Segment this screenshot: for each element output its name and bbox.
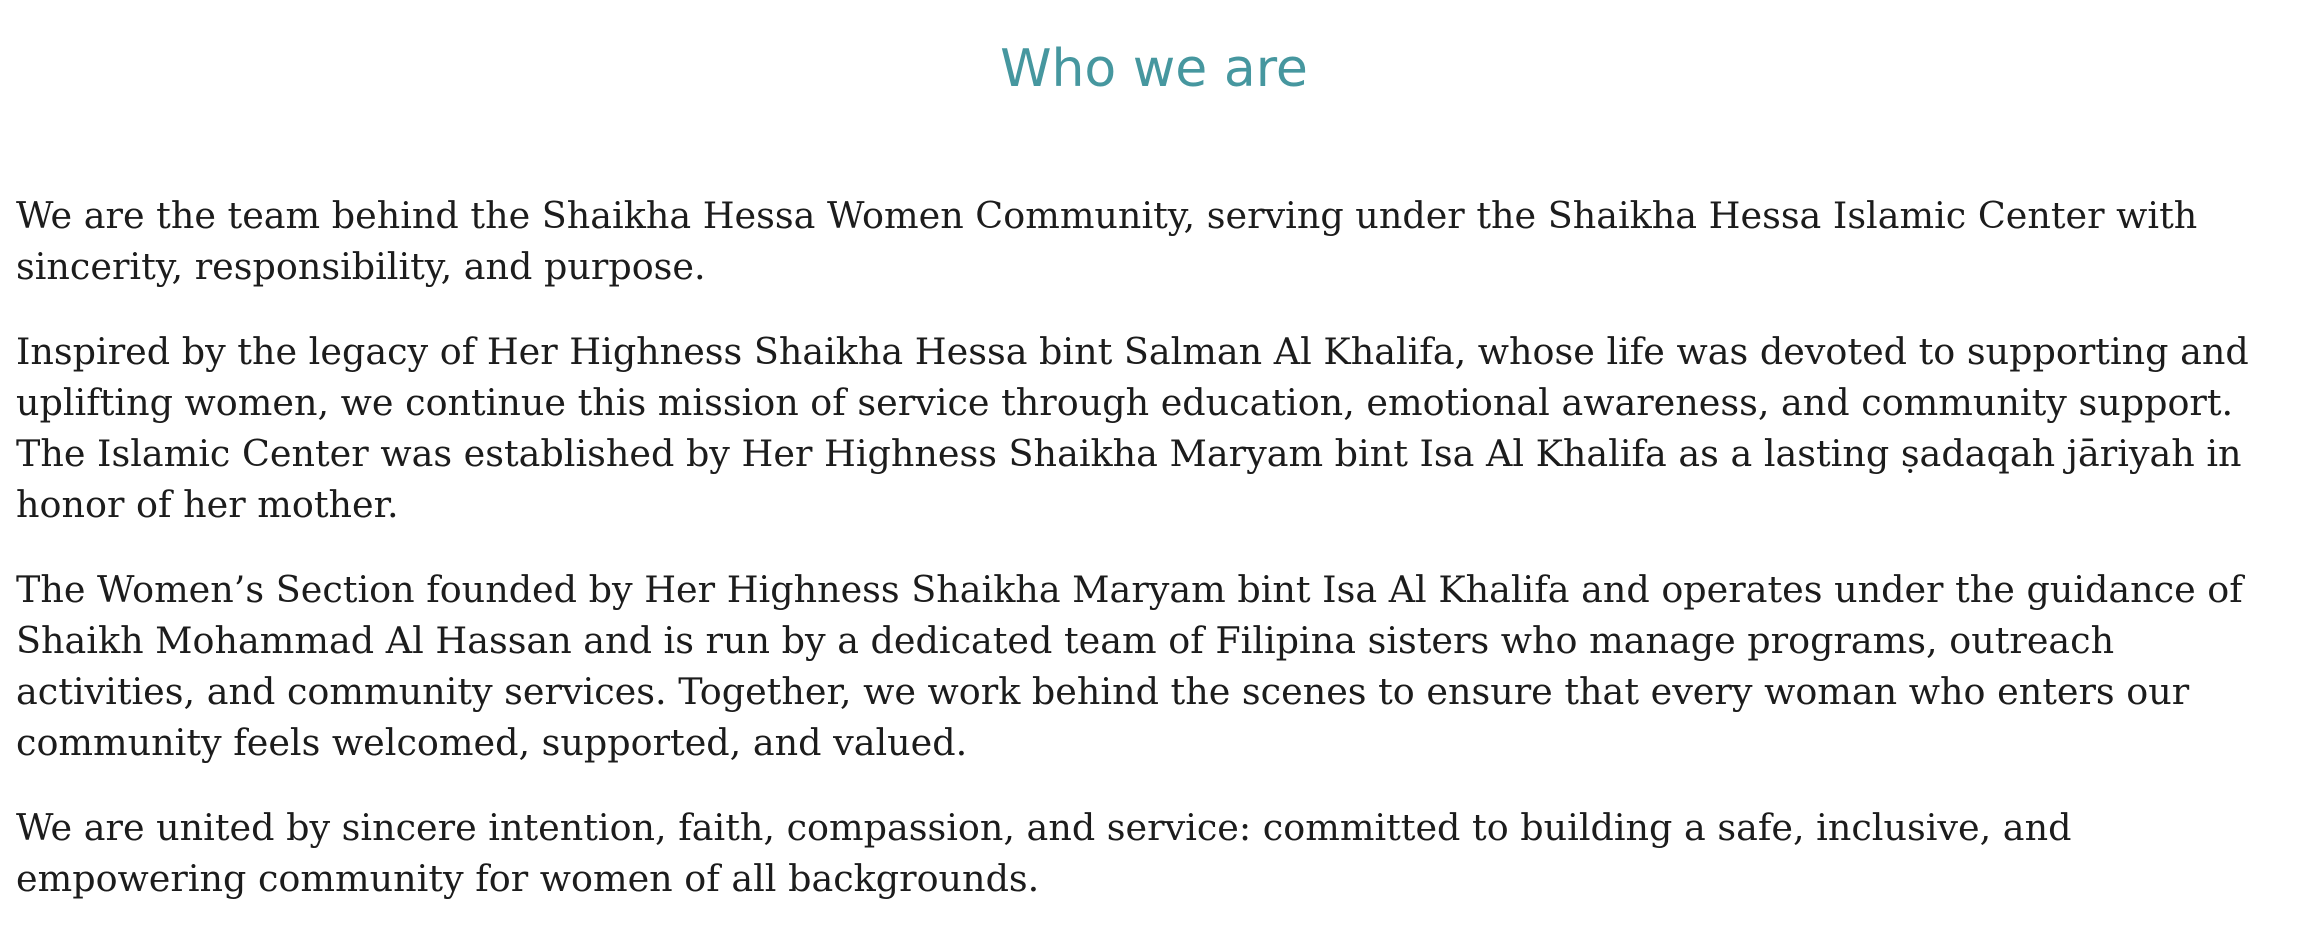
- values-paragraph: We are united by sincere intention, faith, compassion, and service: committed to building a safe, inclusive, and empowering community for women of all backgrounds.: [16, 806, 2072, 900]
- intro-paragraph: We are the team behind the Shaikha Hessa Women Community, serving under the Shaikha Hessa Islamic Center with sincerity, responsibility, and purpose.: [16, 194, 2198, 288]
- legacy-paragraph: Inspired by the legacy of Her Highness Shaikha Hessa bint Salman Al Khalifa, whose life was devoted to supporting and uplifting women, we continue this mission of service through education, emotional awareness, and community support. The Islamic Center was established by Her Highness Shaikha Maryam bint Isa Al Khalifa as a lasting ṣadaqah jāriyah in honor of her mother.: [16, 330, 2249, 526]
- womens-section-paragraph: The Women’s Section founded by Her Highness Shaikha Maryam bint Isa Al Khalifa and operates under the guidance of Shaikh Mohammad Al Hassan and is run by a dedicated team of Filipina sisters who manage programs, outreach activities, and community services. Together, we work behind the scenes to ensure that every woman who enters our community feels welcomed, supported, and valued.: [16, 568, 2243, 764]
- section-title: Who we are: [1000, 39, 1308, 99]
